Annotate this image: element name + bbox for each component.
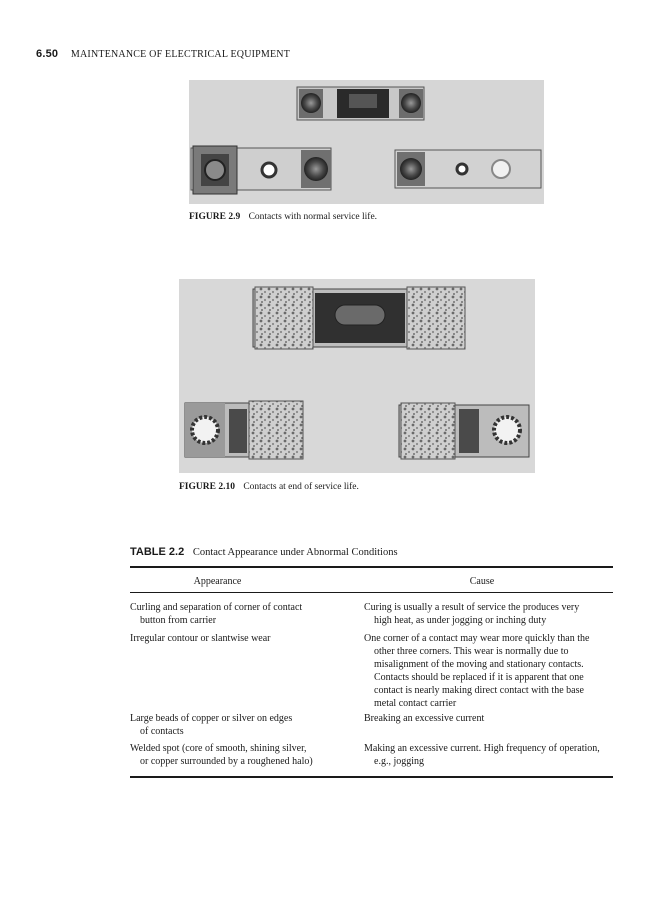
cell-line: e.g., jogging xyxy=(374,756,424,767)
table-bottom-rule xyxy=(130,776,613,778)
table-cell-cause xyxy=(364,712,484,725)
figure-caption-text: Contacts with normal service life. xyxy=(248,212,378,222)
top-worn-bridge xyxy=(253,287,465,349)
table-cell-cause xyxy=(364,601,579,627)
contacts-worn-illustration xyxy=(179,279,535,473)
bottom-right-worn-contact xyxy=(399,403,529,459)
cell-line: Making an excessive current. High frequency of operation, xyxy=(364,743,600,754)
cell-line: button from carrier xyxy=(140,615,217,626)
cell-line: contact is nearly making direct contact with the base xyxy=(374,685,584,696)
table-cell-appearance xyxy=(130,632,271,645)
cell-line: One corner of a contact may wear more quickly than the xyxy=(364,633,590,644)
table-title xyxy=(130,546,398,558)
figure-2-10-caption xyxy=(179,482,359,492)
cell-line: Curling and separation of corner of contact xyxy=(130,602,303,613)
contacts-normal-illustration xyxy=(189,80,544,204)
table-cell-cause xyxy=(364,632,589,710)
table-cell-appearance xyxy=(130,712,292,738)
cell-line: metal contact carrier xyxy=(374,698,457,709)
running-title: MAINTENANCE OF ELECTRICAL EQUIPMENT xyxy=(70,49,291,60)
cell-line: Curing is usually a result of service the produces very xyxy=(364,602,580,613)
cell-line: Large beads of copper or silver on edges xyxy=(130,713,293,724)
cell-line: other three corners. This wear is normally due to xyxy=(374,646,569,657)
figure-label: FIGURE 2.9 xyxy=(189,212,241,222)
bottom-right-contact xyxy=(395,150,541,188)
cell-line: Contacts should be replaced if it is apparent that one xyxy=(374,672,584,683)
cell-line: high heat, as under jogging or inching duty xyxy=(374,615,547,626)
cell-line: Irregular contour or slantwise wear xyxy=(130,633,271,644)
table-cell-appearance xyxy=(130,742,313,768)
figure-2-9-caption xyxy=(189,212,377,222)
cell-line: or copper surrounded by a roughened halo) xyxy=(140,756,313,767)
column-header-appearance: Appearance xyxy=(193,576,242,587)
bottom-left-contact xyxy=(191,146,331,194)
cell-line: misalignment of the moving and stationary contacts. xyxy=(374,659,584,670)
running-header xyxy=(36,48,290,60)
figure-2-10-photo xyxy=(179,279,535,473)
top-contact-bridge xyxy=(297,87,424,120)
table-cell-appearance xyxy=(130,601,302,627)
column-header-cause: Cause xyxy=(469,576,495,587)
figure-label: FIGURE 2.10 xyxy=(179,482,235,492)
table-top-rule xyxy=(130,566,613,568)
cell-line: of contacts xyxy=(140,726,184,737)
cell-line: Welded spot (core of smooth, shining silver, xyxy=(130,743,307,754)
page-number: 6.50 xyxy=(36,48,59,60)
table-cell-cause xyxy=(364,742,600,768)
table-header-rule xyxy=(130,592,613,593)
table-label: TABLE 2.2 xyxy=(130,546,185,558)
cell-line: Breaking an excessive current xyxy=(364,713,485,724)
figure-2-9-photo xyxy=(189,80,544,204)
table-title-text: Contact Appearance under Abnormal Conditions xyxy=(192,547,398,558)
bottom-left-worn-contact xyxy=(185,401,303,459)
figure-caption-text: Contacts at end of service life. xyxy=(243,482,359,492)
